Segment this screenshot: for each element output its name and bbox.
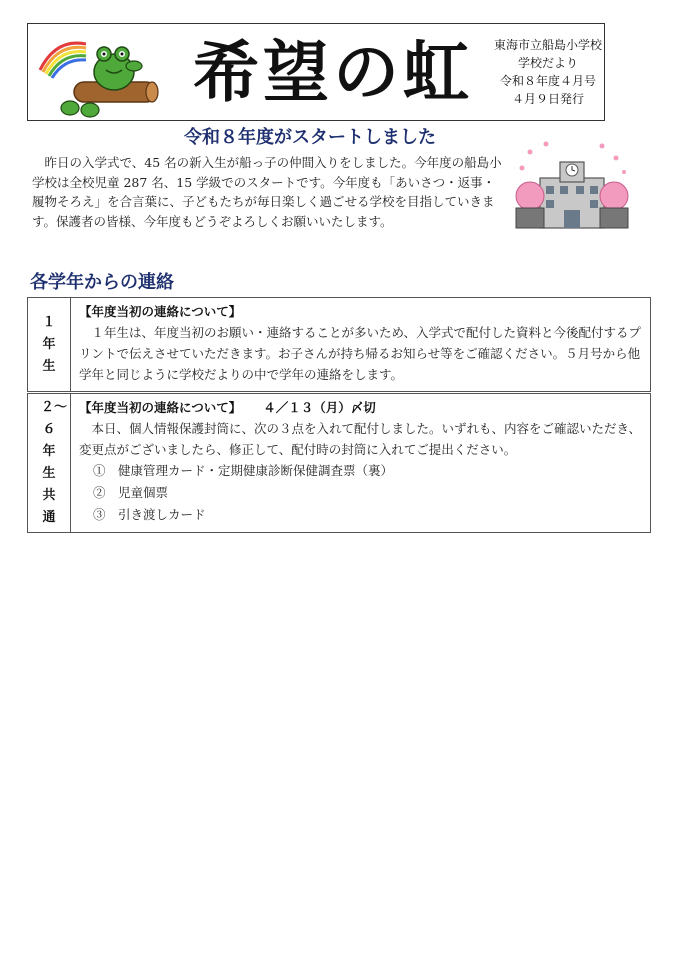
grade-notice-table bbox=[27, 297, 651, 533]
list-item: ① 健康管理カード・定期健康診断保健調査票（裏） bbox=[93, 463, 394, 478]
intro-headline: 令和８年度がスタートしました bbox=[184, 127, 436, 148]
grade-label: １年生 bbox=[42, 314, 56, 374]
grade-label: ２〜６年生共通 bbox=[41, 400, 68, 525]
notice-body: 本日、個人情報保護封筒に、次の３点を入れて配付しました。いずれも、内容をご確認いただき、変更点がございましたら、修正して、配付時の封筒に入れてご提出ください。 bbox=[79, 421, 642, 457]
section-title: 各学年からの連絡 bbox=[30, 272, 174, 293]
list-item: ③ 引き渡しカード bbox=[93, 507, 206, 522]
table-row bbox=[28, 393, 651, 533]
table-row bbox=[28, 298, 651, 393]
mascot-frog-rainbow-icon bbox=[34, 30, 174, 120]
notice-content-cell bbox=[71, 393, 651, 533]
issue-date: ４月９日発行 bbox=[511, 92, 584, 106]
enclosed-documents-list bbox=[79, 460, 644, 526]
school-building-cherry-blossom-icon bbox=[512, 138, 632, 233]
notice-title-line bbox=[79, 398, 644, 418]
school-info bbox=[493, 36, 603, 108]
issue-number: 令和８年度４月号 bbox=[499, 74, 596, 88]
notice-title: 【年度当初の連絡について】 bbox=[79, 304, 242, 319]
school-name: 東海市立船島小学校 bbox=[493, 38, 602, 52]
newsletter-header bbox=[27, 23, 605, 121]
list-item: ② 児童個票 bbox=[93, 485, 169, 500]
newsletter-title: 希望の虹 bbox=[193, 34, 473, 111]
notice-title: 【年度当初の連絡について】 bbox=[79, 400, 242, 415]
grade-label-cell bbox=[28, 393, 71, 533]
notice-content-cell bbox=[71, 298, 651, 393]
newsletter-name: 学校だより bbox=[517, 56, 578, 70]
intro-body: 昨日の入学式で、45 名の新入生が船っ子の仲間入りをしました。今年度の船島小学校は全校児童 287 名、15 学級でのスタートです。今年度も「あいさつ・返事・履物そろえ」を合言葉に、子どもたちが毎日楽しく過ごせる学校を目指していきます。保護者の皆様、今年度もどうぞよろしくお願いいたします。 bbox=[32, 155, 502, 229]
grade-label-cell bbox=[28, 298, 71, 393]
notice-body: １年生は、年度当初のお願い・連絡することが多いため、入学式で配付した資料と今後配付するプリントで伝えさせていただきます。お子さんが持ち帰るお知らせ等をご確認ください。５月号から他学年と同じように学校だよりの中で学年の連絡をします。 bbox=[79, 325, 642, 382]
notice-deadline: ４／１３（月）〆切 bbox=[263, 400, 376, 415]
